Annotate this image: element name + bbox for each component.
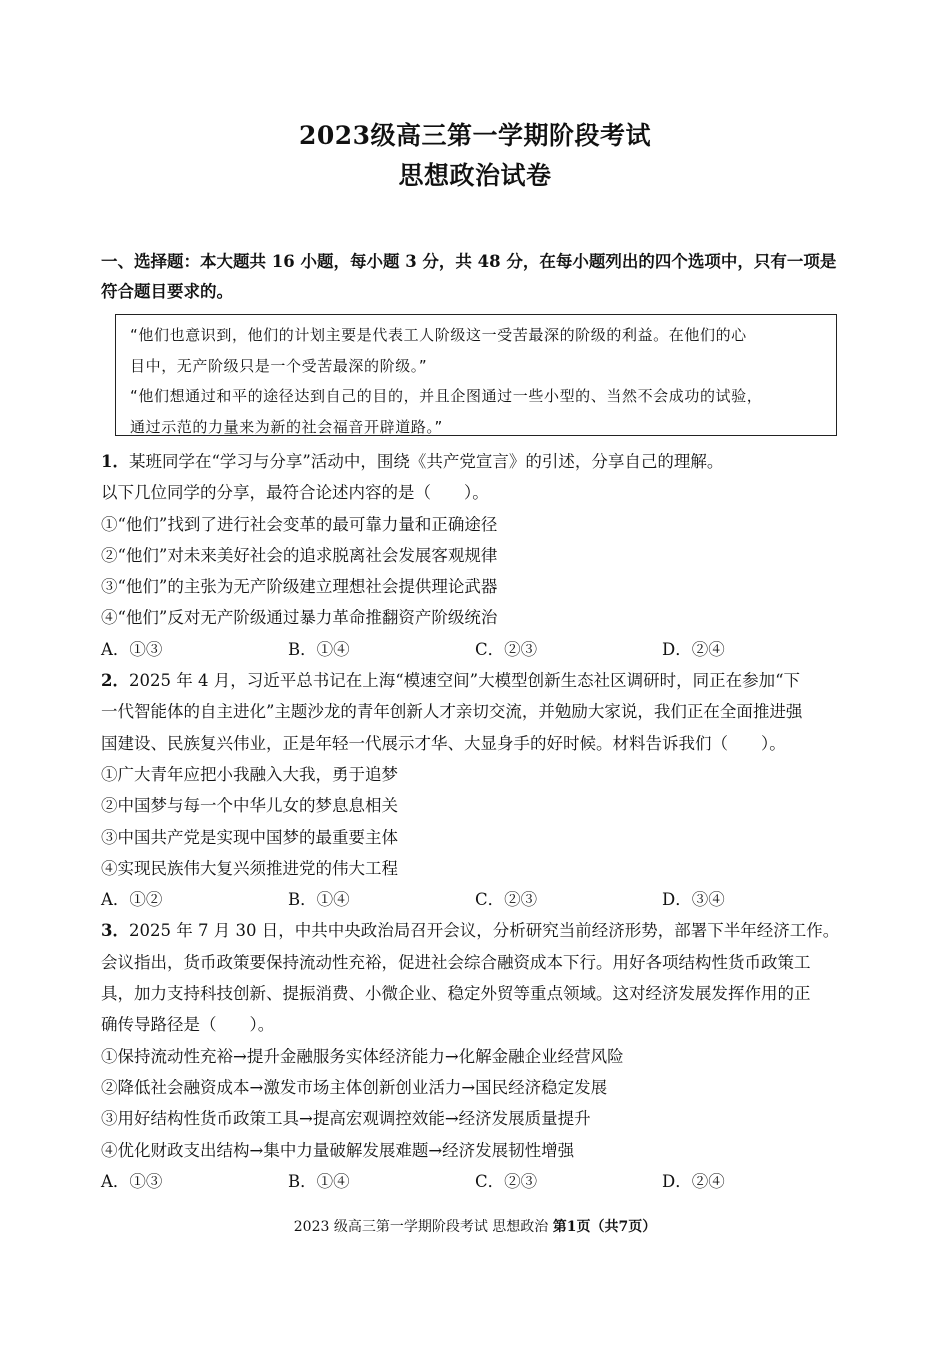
option-b[interactable] (288, 884, 350, 915)
question-stem-line: 一代智能体的自主进化”主题沙龙的青年创新人才亲切交流，并勉励大家说，我们正在全面推进强 (101, 702, 803, 722)
answer-options (101, 634, 861, 665)
statement: ①“他们”找到了进行社会变革的最可靠力量和正确途径 (101, 514, 498, 534)
answer-options (101, 884, 861, 915)
question-stem-line (101, 665, 861, 696)
question-list (101, 446, 861, 1197)
quote-line: 通过示范的力量来为新的社会福音开辟道路。” (130, 417, 443, 436)
question-stem-line (101, 915, 861, 946)
option-text: ②④ (691, 1171, 725, 1191)
quote-box (115, 314, 837, 436)
option-text: ②③ (504, 890, 538, 910)
statement: ④实现民族伟大复兴须推进党的伟大工程 (101, 858, 398, 878)
option-letter: C． (475, 1171, 505, 1191)
quote-line: 目中，无产阶级只是一个受苦最深的阶级。” (130, 356, 428, 375)
option-text: ③④ (691, 890, 725, 910)
statement: ②中国梦与每一个中华儿女的梦息息相关 (101, 796, 398, 816)
option-d[interactable] (662, 1166, 725, 1197)
option-letter: B． (288, 1171, 317, 1191)
question-stem-line: 会议指出，货币政策要保持流动性充裕，促进社会综合融资成本下行。用好各项结构性货币政策工 (101, 952, 811, 972)
option-letter: B． (288, 639, 317, 659)
statement: ③“他们”的主张为无产阶级建立理想社会提供理论武器 (101, 577, 498, 597)
option-b[interactable] (288, 634, 350, 665)
question-stem-line: 具，加力支持科技创新、提振消费、小微企业、稳定外贸等重点领域。这对经济发展发挥作用的正 (101, 984, 811, 1004)
question-3 (101, 915, 861, 1197)
option-letter: C． (475, 639, 505, 659)
option-letter: D． (662, 1171, 692, 1191)
question-stem-line (101, 446, 861, 477)
option-a[interactable] (101, 884, 162, 915)
statement: ③用好结构性货币政策工具→提高宏观调控效能→经济发展质量提升 (101, 1109, 591, 1129)
exam-title: 2023级高三第一学期阶段考试 (298, 121, 652, 150)
page-footer (0, 1216, 950, 1236)
statement: ④优化财政支出结构→集中力量破解发展难题→经济发展韧性增强 (101, 1140, 575, 1160)
option-text: ①③ (129, 1171, 163, 1191)
option-letter: A． (101, 1171, 130, 1191)
option-text: ①④ (316, 639, 350, 659)
option-letter: D． (662, 890, 692, 910)
statement: ①广大青年应把小我融入大我，勇于追梦 (101, 764, 398, 784)
option-d[interactable] (662, 634, 725, 665)
option-b[interactable] (288, 1166, 350, 1197)
section-instructions-line: 一、选择题：本大题共 16 小题，每小题 3 分，共 48 分，在每小题列出的四个选项中，只有一项是 (101, 252, 837, 271)
quote-line: “他们想通过和平的途径达到自己的目的，并且企图通过一些小型的、当然不会成功的试验， (130, 387, 763, 405)
section-instructions (101, 247, 861, 307)
option-text: ②④ (691, 639, 725, 659)
option-c[interactable] (475, 1166, 537, 1197)
statement: ④“他们”反对无产阶级通过暴力革命推翻资产阶级统治 (101, 608, 498, 628)
option-text: ①④ (316, 1171, 350, 1191)
option-c[interactable] (475, 884, 537, 915)
question-number: 3． (101, 921, 129, 941)
section-instructions-line: 符合题目要求的。 (101, 282, 233, 301)
page-number: 第1页（共7页） (552, 1219, 657, 1235)
question-stem-line: 国建设、民族复兴伟业，正是年轻一代展示才华、大显身手的好时候。材料告诉我们（ ）。 (101, 733, 786, 753)
statement: ②“他们”对未来美好社会的追求脱离社会发展客观规律 (101, 545, 498, 565)
statement: ③中国共产党是实现中国梦的最重要主体 (101, 827, 398, 847)
option-text: ①② (129, 890, 163, 910)
question-stem-text: 2025 年 4 月，习近平总书记在上海“模速空间”大模型创新生态社区调研时，同正在参加“下 (128, 671, 801, 691)
option-text: ①④ (316, 890, 350, 910)
option-letter: D． (662, 639, 692, 659)
quote-line: “他们也意识到，他们的计划主要是代表工人阶级这一受苦最深的阶级的利益。在他们的心 (130, 326, 747, 344)
option-letter: C． (475, 890, 505, 910)
option-text: ①③ (129, 639, 163, 659)
question-stem-text: 2025 年 7 月 30 日，中共中央政治局召开会议，分析研究当前经济形势，部署下半年经济工作。 (128, 921, 840, 941)
question-stem-text: 某班同学在“学习与分享”活动中，围绕《共产党宣言》的引述，分享自己的理解。 (128, 452, 724, 471)
option-d[interactable] (662, 884, 725, 915)
statement: ②降低社会融资成本→激发市场主体创新创业活力→国民经济稳定发展 (101, 1077, 608, 1097)
question-number: 2． (101, 671, 129, 691)
option-letter: A． (101, 639, 130, 659)
option-letter: A． (101, 890, 130, 910)
question-2 (101, 665, 861, 915)
answer-options (101, 1166, 861, 1197)
question-stem-line: 确传导路径是（ ）。 (101, 1015, 275, 1035)
option-text: ②③ (504, 639, 538, 659)
question-1 (101, 446, 861, 665)
question-stem-line: 以下几位同学的分享，最符合论述内容的是（ ）。 (101, 483, 489, 503)
statement: ①保持流动性充裕→提升金融服务实体经济能力→化解金融企业经营风险 (101, 1046, 624, 1066)
option-letter: B． (288, 890, 317, 910)
option-text: ②③ (504, 1171, 538, 1191)
option-a[interactable] (101, 1166, 162, 1197)
question-number: 1． (101, 452, 129, 471)
option-a[interactable] (101, 634, 162, 665)
footer-text: 2023 级高三第一学期阶段考试 思想政治 (293, 1219, 553, 1235)
option-c[interactable] (475, 634, 537, 665)
exam-subtitle: 思想政治试卷 (398, 161, 552, 190)
